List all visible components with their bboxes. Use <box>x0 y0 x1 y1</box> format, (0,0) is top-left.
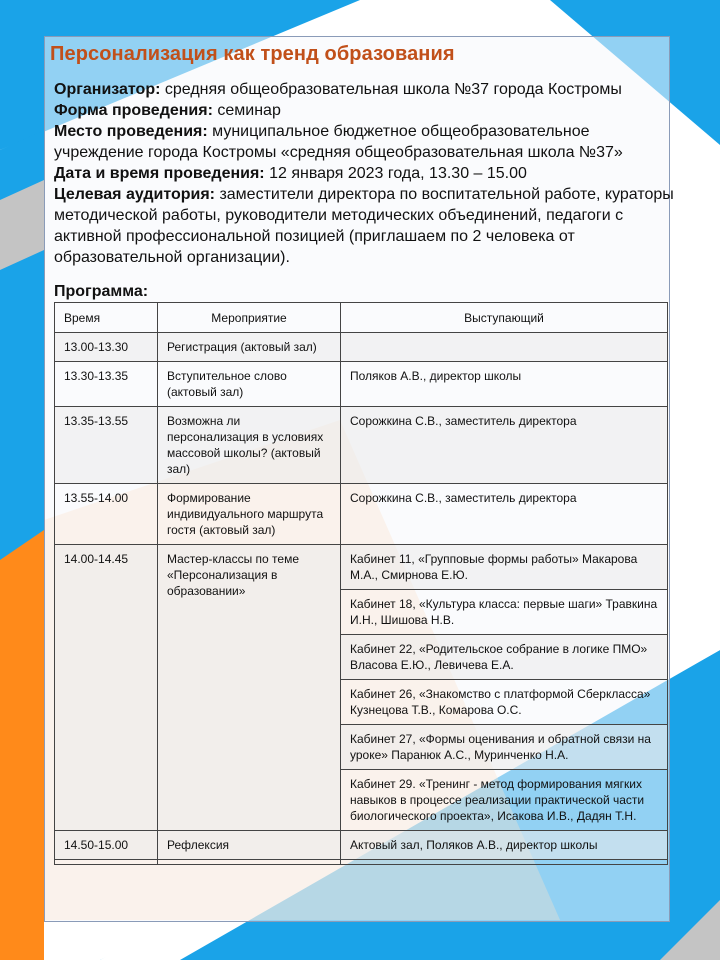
masterclass-cell: Кабинет 27, «Формы оценивания и обратной связи на уроке» Паранюк А.С., Муринченко Н.А. <box>341 725 668 770</box>
datetime-label: Дата и время проведения: <box>54 165 265 182</box>
table-row <box>55 362 668 407</box>
organizer-value: средняя общеобразовательная школа №37 города Костромы <box>160 81 622 98</box>
row-time: 13.55-14.00 <box>55 484 158 545</box>
program-label: Программа: <box>54 283 149 300</box>
row-time: 13.00-13.30 <box>55 333 158 362</box>
tail-cell <box>55 860 158 865</box>
place-label: Место проведения: <box>54 123 208 140</box>
row-event: Возможна ли персонализация в условиях массовой школы? (актовый зал) <box>158 407 341 484</box>
row-speaker: Поляков А.В., директор школы <box>341 362 668 407</box>
form-line <box>54 100 674 121</box>
table-tail-row <box>55 860 668 865</box>
row-time: 14.50-15.00 <box>55 831 158 860</box>
place-line <box>54 121 674 163</box>
event-info <box>54 79 674 268</box>
form-value: семинар <box>212 102 281 119</box>
row-speaker: Кабинет 11, «Групповые формы работы» Макарова М.А., Смирнова Е.Ю. <box>341 545 668 590</box>
masterclass-cell: Кабинет 26, «Знакомство с платформой Сберкласса» Кузнецова Т.В., Комарова О.С. <box>341 680 668 725</box>
datetime-line <box>54 163 674 184</box>
row-event: Рефлексия <box>158 831 341 860</box>
masterclass-cell: Кабинет 29. «Тренинг - метод формирования мягких навыков в процессе реализации практической части биологического проекта», Исакова И.В., Дадян Т.Н. <box>341 770 668 831</box>
place-value: муниципальное бюджетное общеобразовательное учреждение города Костромы «средняя общеобразовательная школа №37» <box>54 123 623 161</box>
row-time: 14.00-14.45 <box>55 545 158 831</box>
program-table <box>54 302 668 865</box>
table-header-row <box>55 303 668 333</box>
row-time: 13.35-13.55 <box>55 407 158 484</box>
row-event: Мастер-классы по теме «Персонализация в образовании» <box>158 545 341 831</box>
tail-cell <box>158 860 341 865</box>
row-time: 13.30-13.35 <box>55 362 158 407</box>
table-row <box>55 333 668 362</box>
header-event: Мероприятие <box>158 303 341 333</box>
table-row <box>55 831 668 860</box>
audience-value: заместители директора по воспитательной работе, кураторы методической работы, руководители методических объединений, педагоги с активной профессиональной позицией (приглашаем по 2 человека от образовательной организации). <box>54 186 674 266</box>
row-speaker: Сорожкина С.В., заместитель директора <box>341 484 668 545</box>
tail-cell <box>341 860 668 865</box>
row-event: Регистрация (актовый зал) <box>158 333 341 362</box>
table-row <box>55 545 668 590</box>
row-speaker: Актовый зал, Поляков А.В., директор школы <box>341 831 668 860</box>
organizer-line <box>54 79 674 100</box>
header-speaker: Выступающий <box>341 303 668 333</box>
masterclass-cell: Кабинет 22, «Родительское собрание в логике ПМО» Власова Е.Ю., Левичева Е.А. <box>341 635 668 680</box>
row-event: Вступительное слово (актовый зал) <box>158 362 341 407</box>
masterclass-cell: Кабинет 18, «Культура класса: первые шаги» Травкина И.Н., Шишова Н.В. <box>341 590 668 635</box>
table-row <box>55 407 668 484</box>
organizer-label: Организатор: <box>54 81 161 98</box>
row-speaker: Сорожкина С.В., заместитель директора <box>341 407 668 484</box>
audience-line <box>54 184 674 268</box>
datetime-value: 12 января 2023 года, 13.30 – 15.00 <box>264 165 527 182</box>
audience-label: Целевая аудитория: <box>54 186 215 203</box>
form-label: Форма проведения: <box>54 102 213 119</box>
header-time: Время <box>55 303 158 333</box>
orange-shape-left <box>0 530 44 960</box>
row-event: Формирование индивидуального маршрута гостя (актовый зал) <box>158 484 341 545</box>
row-speaker <box>341 333 668 362</box>
table-row <box>55 484 668 545</box>
page-title: Персонализация как тренд образования <box>50 43 455 65</box>
